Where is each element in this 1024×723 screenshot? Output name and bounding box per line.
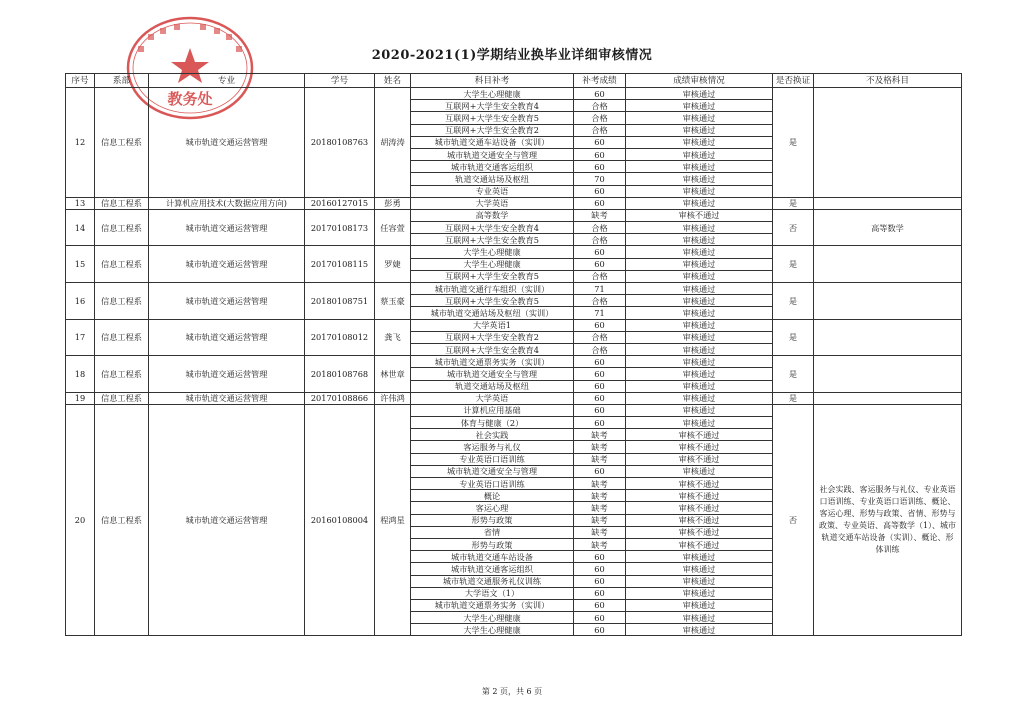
failed-subjects: 社会实践、客运服务与礼仪、专业英语口语训练、专业英语口语训练、概论、客运心理、形势与政策、省情、形势与政策、专业英语、高等数学（1）、城市轨道交通车站设备（实训）、概论、形体训练: [814, 404, 962, 636]
review-status: 审核通过: [626, 197, 773, 209]
subject-name: 大学英语1: [411, 319, 574, 331]
subject-score: 合格: [574, 100, 626, 112]
cert-status: 是: [773, 197, 814, 209]
student-major: 城市轨道交通运营管理: [149, 209, 305, 246]
subject-name: 城市轨道交通客运组织: [411, 161, 574, 173]
subject-score: 合格: [574, 295, 626, 307]
review-status: 审核通过: [626, 148, 773, 160]
student-dept: 信息工程系: [95, 246, 149, 283]
subject-name: 城市轨道交通安全与管理: [411, 465, 574, 477]
review-status: 审核通过: [626, 404, 773, 416]
subject-score: 缺考: [574, 429, 626, 441]
student-major: 城市轨道交通运营管理: [149, 356, 305, 393]
table-row: [66, 246, 962, 258]
subject-score: 71: [574, 307, 626, 319]
review-status: 审核通过: [626, 234, 773, 246]
subject-name: 大学语文（1）: [411, 587, 574, 599]
subject-name: 互联网+大学生安全教育2: [411, 124, 574, 136]
student-id: 20160127015: [305, 197, 375, 209]
subject-score: 缺考: [574, 478, 626, 490]
subject-score: 60: [574, 246, 626, 258]
student-major: 城市轨道交通运营管理: [149, 392, 305, 404]
subject-name: 计算机应用基础: [411, 404, 574, 416]
review-status: 审核通过: [626, 258, 773, 270]
subject-score: 60: [574, 575, 626, 587]
student-id: 20170108866: [305, 392, 375, 404]
subject-name: 轨道交通站场及枢纽: [411, 173, 574, 185]
review-status: 审核通过: [626, 331, 773, 343]
subject-score: 缺考: [574, 502, 626, 514]
header-major: 专业: [149, 74, 305, 88]
failed-subjects: [814, 356, 962, 393]
subject-score: 60: [574, 319, 626, 331]
subject-name: 大学生心理健康: [411, 88, 574, 100]
student-name: 任容萱: [375, 209, 411, 246]
subject-score: 合格: [574, 222, 626, 234]
table-row: [66, 404, 962, 416]
failed-subjects: 高等数学: [814, 209, 962, 246]
subject-score: 60: [574, 404, 626, 416]
review-status: 审核通过: [626, 575, 773, 587]
review-status: 审核不通过: [626, 453, 773, 465]
subject-name: 城市轨道交通客运组织: [411, 563, 574, 575]
student-name: 林世章: [375, 356, 411, 393]
review-status: 审核不通过: [626, 514, 773, 526]
review-status: 审核通过: [626, 319, 773, 331]
student-no: 14: [66, 209, 95, 246]
subject-name: 互联网+大学生安全教育4: [411, 343, 574, 355]
student-id: 20180108751: [305, 283, 375, 320]
subject-name: 城市轨道交通站场及枢纽（实训）: [411, 307, 574, 319]
review-status: 审核不通过: [626, 478, 773, 490]
subject-score: 60: [574, 258, 626, 270]
cert-status: 是: [773, 319, 814, 356]
review-status: 审核通过: [626, 624, 773, 636]
student-no: 12: [66, 88, 95, 198]
header-failed: 不及格科目: [814, 74, 962, 88]
header-cert: 是否换证: [773, 74, 814, 88]
subject-score: 缺考: [574, 514, 626, 526]
review-status: 审核通过: [626, 173, 773, 185]
student-name: 程鸿星: [375, 404, 411, 636]
student-no: 20: [66, 404, 95, 636]
subject-score: 合格: [574, 234, 626, 246]
subject-score: 缺考: [574, 453, 626, 465]
subject-name: 城市轨道交通行车组织（实训）: [411, 283, 574, 295]
header-dept: 系部: [95, 74, 149, 88]
header-score: 补考成绩: [574, 74, 626, 88]
student-dept: 信息工程系: [95, 404, 149, 636]
subject-name: 大学生心理健康: [411, 612, 574, 624]
student-dept: 信息工程系: [95, 319, 149, 356]
subject-name: 大学英语: [411, 392, 574, 404]
header-no: 序号: [66, 74, 95, 88]
cert-status: 是: [773, 283, 814, 320]
student-no: 17: [66, 319, 95, 356]
subject-score: 60: [574, 88, 626, 100]
subject-score: 缺考: [574, 209, 626, 221]
review-status: 审核通过: [626, 185, 773, 197]
subject-score: 缺考: [574, 490, 626, 502]
subject-name: 互联网+大学生安全教育5: [411, 270, 574, 282]
student-dept: 信息工程系: [95, 356, 149, 393]
table-row: [66, 392, 962, 404]
review-status: 审核通过: [626, 295, 773, 307]
subject-name: 轨道交通站场及枢纽: [411, 380, 574, 392]
student-no: 13: [66, 197, 95, 209]
student-major: 城市轨道交通运营管理: [149, 88, 305, 198]
subject-name: 城市轨道交通安全与管理: [411, 148, 574, 160]
failed-subjects: [814, 246, 962, 283]
subject-score: 缺考: [574, 538, 626, 550]
review-status: 审核通过: [626, 465, 773, 477]
student-no: 19: [66, 392, 95, 404]
subject-score: 60: [574, 612, 626, 624]
header-name: 姓名: [375, 74, 411, 88]
student-dept: 信息工程系: [95, 283, 149, 320]
review-status: 审核不通过: [626, 526, 773, 538]
subject-score: 合格: [574, 270, 626, 282]
subject-name: 互联网+大学生安全教育2: [411, 331, 574, 343]
failed-subjects: [814, 283, 962, 320]
subject-score: 70: [574, 173, 626, 185]
subject-name: 概论: [411, 490, 574, 502]
subject-name: 专业英语: [411, 185, 574, 197]
header-id: 学号: [305, 74, 375, 88]
review-status: 审核不通过: [626, 429, 773, 441]
subject-score: 60: [574, 392, 626, 404]
student-major: 城市轨道交通运营管理: [149, 404, 305, 636]
subject-score: 60: [574, 563, 626, 575]
subject-name: 客运心理: [411, 502, 574, 514]
header-review: 成绩审核情况: [626, 74, 773, 88]
student-major: 城市轨道交通运营管理: [149, 283, 305, 320]
review-status: 审核通过: [626, 417, 773, 429]
review-status: 审核通过: [626, 124, 773, 136]
subject-name: 城市轨道交通服务礼仪训练: [411, 575, 574, 587]
student-no: 16: [66, 283, 95, 320]
page-title: 2020-2021(1)学期结业换毕业详细审核情况: [371, 48, 653, 63]
student-dept: 信息工程系: [95, 88, 149, 198]
subject-name: 大学英语: [411, 197, 574, 209]
subject-score: 60: [574, 136, 626, 148]
subject-name: 互联网+大学生安全教育5: [411, 295, 574, 307]
subject-score: 60: [574, 185, 626, 197]
cert-status: 是: [773, 356, 814, 393]
cert-status: 否: [773, 209, 814, 246]
subject-score: 60: [574, 599, 626, 611]
student-id: 20180108768: [305, 356, 375, 393]
review-status: 审核通过: [626, 356, 773, 368]
review-status: 审核通过: [626, 246, 773, 258]
review-status: 审核通过: [626, 380, 773, 392]
cert-status: 是: [773, 246, 814, 283]
student-major: 城市轨道交通运营管理: [149, 319, 305, 356]
subject-name: 互联网+大学生安全教育4: [411, 222, 574, 234]
subject-score: 缺考: [574, 441, 626, 453]
failed-subjects: [814, 319, 962, 356]
subject-name: 大学生心理健康: [411, 258, 574, 270]
subject-score: 合格: [574, 343, 626, 355]
subject-score: 60: [574, 356, 626, 368]
audit-table: [65, 73, 962, 636]
student-name: 许伟鸿: [375, 392, 411, 404]
cert-status: 是: [773, 392, 814, 404]
table-row: [66, 197, 962, 209]
review-status: 审核不通过: [626, 490, 773, 502]
header-row: [66, 74, 962, 88]
subject-score: 60: [574, 368, 626, 380]
subject-score: 60: [574, 624, 626, 636]
subject-score: 60: [574, 197, 626, 209]
cert-status: 是: [773, 88, 814, 198]
review-status: 审核不通过: [626, 441, 773, 453]
review-status: 审核通过: [626, 307, 773, 319]
student-id: 20180108763: [305, 88, 375, 198]
subject-score: 60: [574, 161, 626, 173]
review-status: 审核通过: [626, 112, 773, 124]
subject-name: 互联网+大学生安全教育4: [411, 100, 574, 112]
review-status: 审核通过: [626, 88, 773, 100]
review-status: 审核通过: [626, 270, 773, 282]
subject-name: 大学生心理健康: [411, 624, 574, 636]
subject-score: 60: [574, 551, 626, 563]
student-dept: 信息工程系: [95, 209, 149, 246]
subject-name: 城市轨道交通车站设备: [411, 551, 574, 563]
subject-name: 城市轨道交通安全与管理: [411, 368, 574, 380]
student-name: 龚飞: [375, 319, 411, 356]
review-status: 审核通过: [626, 136, 773, 148]
subject-score: 60: [574, 380, 626, 392]
failed-subjects: [814, 197, 962, 209]
review-status: 审核通过: [626, 368, 773, 380]
review-status: 审核通过: [626, 587, 773, 599]
student-name: 蔡玉豪: [375, 283, 411, 320]
subject-name: 互联网+大学生安全教育5: [411, 234, 574, 246]
subject-score: 合格: [574, 124, 626, 136]
review-status: 审核通过: [626, 161, 773, 173]
table-row: [66, 356, 962, 368]
review-status: 审核通过: [626, 283, 773, 295]
student-major: 计算机应用技术(大数据应用方向): [149, 197, 305, 209]
subject-name: 客运服务与礼仪: [411, 441, 574, 453]
student-no: 15: [66, 246, 95, 283]
student-id: 20170108012: [305, 319, 375, 356]
review-status: 审核通过: [626, 343, 773, 355]
table-row: [66, 209, 962, 221]
subject-name: 大学生心理健康: [411, 246, 574, 258]
subject-score: 合格: [574, 331, 626, 343]
subject-name: 城市轨道交通票务实务（实训）: [411, 599, 574, 611]
student-name: 彭勇: [375, 197, 411, 209]
subject-score: 缺考: [574, 526, 626, 538]
page-footer: 第 2 页，共 6 页: [481, 687, 543, 696]
subject-name: 形势与政策: [411, 514, 574, 526]
subject-name: 互联网+大学生安全教育5: [411, 112, 574, 124]
subject-name: 省情: [411, 526, 574, 538]
table-body: [66, 88, 962, 636]
subject-score: 60: [574, 465, 626, 477]
subject-score: 71: [574, 283, 626, 295]
review-status: 审核通过: [626, 222, 773, 234]
table-row: [66, 88, 962, 100]
review-status: 审核通过: [626, 392, 773, 404]
subject-name: 体育与健康（2）: [411, 417, 574, 429]
failed-subjects: [814, 392, 962, 404]
review-status: 审核通过: [626, 563, 773, 575]
header-subject: 科目补考: [411, 74, 574, 88]
student-name: 胡涛涛: [375, 88, 411, 198]
review-status: 审核不通过: [626, 209, 773, 221]
cert-status: 否: [773, 404, 814, 636]
student-name: 罗婕: [375, 246, 411, 283]
student-id: 20170108115: [305, 246, 375, 283]
subject-score: 60: [574, 417, 626, 429]
svg-text:教务处: 教务处: [167, 90, 213, 108]
subject-name: 高等数学: [411, 209, 574, 221]
student-major: 城市轨道交通运营管理: [149, 246, 305, 283]
subject-name: 社会实践: [411, 429, 574, 441]
review-status: 审核不通过: [626, 502, 773, 514]
table-row: [66, 283, 962, 295]
student-dept: 信息工程系: [95, 392, 149, 404]
review-status: 审核通过: [626, 612, 773, 624]
student-id: 20160108004: [305, 404, 375, 636]
review-status: 审核通过: [626, 551, 773, 563]
review-status: 审核不通过: [626, 538, 773, 550]
subject-name: 城市轨道交通车站设备（实训）: [411, 136, 574, 148]
subject-score: 60: [574, 148, 626, 160]
subject-name: 专业英语口语训练: [411, 453, 574, 465]
subject-name: 形势与政策: [411, 538, 574, 550]
review-status: 审核通过: [626, 100, 773, 112]
table-row: [66, 319, 962, 331]
review-status: 审核通过: [626, 599, 773, 611]
student-no: 18: [66, 356, 95, 393]
subject-score: 60: [574, 587, 626, 599]
student-dept: 信息工程系: [95, 197, 149, 209]
subject-name: 城市轨道交通票务实务（实训）: [411, 356, 574, 368]
student-id: 20170108173: [305, 209, 375, 246]
failed-subjects: [814, 88, 962, 198]
subject-name: 专业英语口语训练: [411, 478, 574, 490]
subject-score: 合格: [574, 112, 626, 124]
